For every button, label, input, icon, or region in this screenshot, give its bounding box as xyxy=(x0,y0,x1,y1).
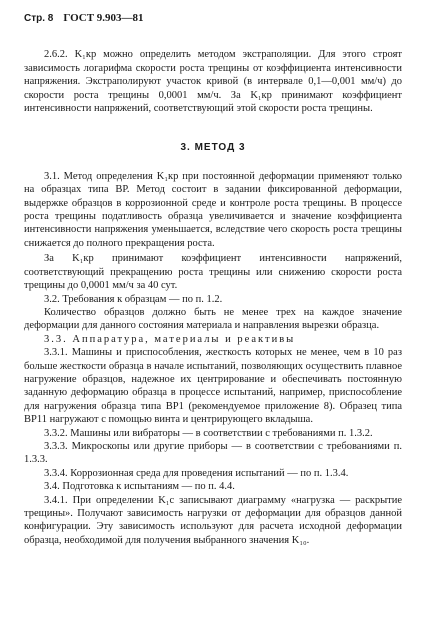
document-page xyxy=(24,12,402,547)
paragraph-3-1-definition: За K₁кр принимают коэффициент интенсивности напряжений, соответствующий прекращению роста трещины или снижению скорости роста трещины до 0,0001 мм/ч за 40 сут. xyxy=(24,253,402,292)
paragraph-3-3: 3.3. Аппаратура, материалы и реактивы xyxy=(44,333,296,345)
paragraph-3-3-2: 3.3.2. Машины или вибраторы — в соответствии с требованиями п. 1.3.2. xyxy=(44,427,373,439)
section-heading: 3. МЕТОД 3 xyxy=(180,142,246,154)
paragraph-2-6-2: 2.6.2. K₁кр можно определить методом экстраполяции. Для этого строят зависимость логарифма скорости роста трещины от коэффициента интенсивности напряжения. Экстраполируют участок кривой (в интервале 0,1—0,001 мм/ч) до скорости роста трещины 0,0001 мм/ч. За K₁кр принимают коэффициент интенсивности напряжений, соответствующий этой скорости роста трещины. xyxy=(24,49,402,115)
page-header xyxy=(24,12,402,25)
paragraph-3-2-count: Количество образцов должно быть не менее трех на каждое значение деформации для данного состояния материала и направления вырезки образца. xyxy=(24,306,402,332)
paragraph-3-3-4: 3.3.4. Коррозионная среда для проведения испытаний — по п. 1.3.4. xyxy=(44,467,349,479)
paragraph-3-3-1: 3.3.1. Машины и приспособления, жесткость которых не менее, чем в 10 раз больше жесткости образца в начале испытаний, позволяющих осуществить плавное нагружение образцов, надежное их центрирование и обеспечивать постоянную заданную деформацию образца в процессе испытаний, например, приспособление для нагружения образца типа ВР1 (рекомендуемое приложение 8). Образец типа ВР11 нагружают с помощью винта и центрирующего вкладыша. xyxy=(24,347,402,426)
paragraph-3-1: 3.1. Метод определения K₁кр при постоянной деформации применяют только на образцах типа ВР. Метод состоит в задании фиксированной деформации, выдержке образцов в коррозионной среде и контроле роста трещины. В процессе роста трещины податливость образца увеличивается и значение коэффициента интенсивности напряжения уменьшается, вследствие чего скорость роста трещины снижается до полного прекращения роста. xyxy=(24,170,402,249)
page-number: Стр. 8 xyxy=(24,13,54,24)
standard-code: ГОСТ 9.903—81 xyxy=(63,12,144,24)
paragraph-3-3-3: 3.3.3. Микроскопы или другие приборы — в соответствии с требованиями п. 1.3.3. xyxy=(24,440,402,466)
paragraph-3-2: 3.2. Требования к образцам — по п. 1.2. xyxy=(44,293,223,305)
paragraph-3-4-1: 3.4.1. При определении K₁c записывают диаграмму «нагрузка — раскрытие трещины». Получают зависимость нагрузки от деформации для образцов данной конфигурации. Эту зависимость используют для расчета исходной деформации образца, необходимой для получения выбранного значения K₁₀. xyxy=(24,494,402,546)
paragraph-3-4: 3.4. Подготовка к испытаниям — по п. 4.4. xyxy=(44,481,235,493)
